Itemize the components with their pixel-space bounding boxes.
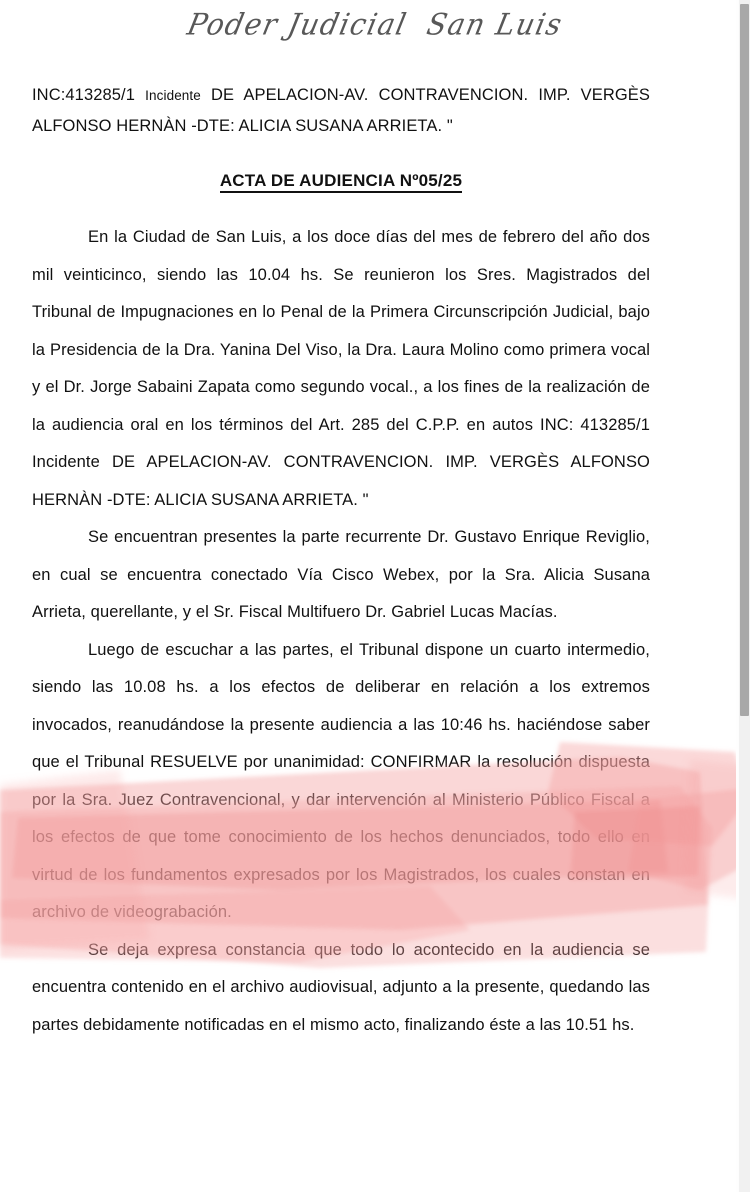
case-caption-rest: DE APELACION-AV. CONTRAVENCION. IMP. VERGÈS ALFONSO HERNÀN -DTE: ALICIA SUSANA ARRIETA. " (32, 86, 651, 135)
case-caption-incidente: Incidente (145, 88, 201, 103)
paragraph-presentes: Se encuentran presentes la parte recurrente Dr. Gustavo Enrique Reviglio, en cual se encuentra conectado Vía Cisco Webex, por la Sra. Alicia Susana Arrieta, querellante, y el Sr. Fiscal Multifuero Dr. Gabriel Lucas Macías. (32, 528, 650, 621)
vertical-scrollbar[interactable] (739, 0, 750, 1192)
paragraph-apertura: En la Ciudad de San Luis, a los doce días del mes de febrero del año dos mil veinticinco, siendo las 10.04 hs. Se reunieron los Sres. Magistrados del Tribunal de Impugnaciones en lo Penal de la Primera Circunscripción Judicial, bajo la Presidencia de la Dra. Yanina Del Viso, la Dra. Laura Molino como primera vocal y el Dr. Jorge Sabaini Zapata como segundo vocal., a los fines de la realización de la audiencia oral en los términos del Art. 285 del C.P.P. en autos INC: 413285/1 Incidente DE APELACION-AV. CONTRAVENCION. IMP. VERGÈS ALFONSO HERNÀN -DTE: ALICIA SUSANA ARRIETA. " (32, 228, 650, 509)
case-caption-number: INC:413285/1 (32, 86, 136, 104)
document-body (32, 80, 650, 1044)
page-title (32, 171, 650, 191)
paragraph-constancia: Se deja expresa constancia que todo lo acontecido en la audiencia se encuentra contenido en el archivo audiovisual, adjunto a la presente, quedando las partes debidamente notificadas en el mismo acto, finalizando éste a las 10.51 hs. (32, 940, 650, 1034)
letterhead (0, 8, 750, 41)
letterhead-script-title: Poder Judicial San Luis (184, 7, 566, 42)
page-title-text: ACTA DE AUDIENCIA Nº05/25 (220, 171, 462, 193)
paragraph-resolucion: Luego de escuchar a las partes, el Tribunal dispone un cuarto intermedio, siendo las 10.08 hs. a los efectos de deliberar en relación a los extremos invocados, reanudándose la presente audiencia a las 10:46 hs. haciéndose saber que el Tribunal RESUELVE por unanimidad: CONFIRMAR la resolución dispuesta por la Sra. Juez Contravencional, y dar intervención al Ministerio Público Fiscal a los efectos de que tome conocimiento de los hechos denunciados, todo ello en virtud de los fundamentos expresados por los Magistrados, los cuales constan en archivo de videograbación. (32, 640, 650, 921)
vertical-scrollbar-thumb[interactable] (740, 4, 749, 716)
case-caption (32, 80, 650, 141)
